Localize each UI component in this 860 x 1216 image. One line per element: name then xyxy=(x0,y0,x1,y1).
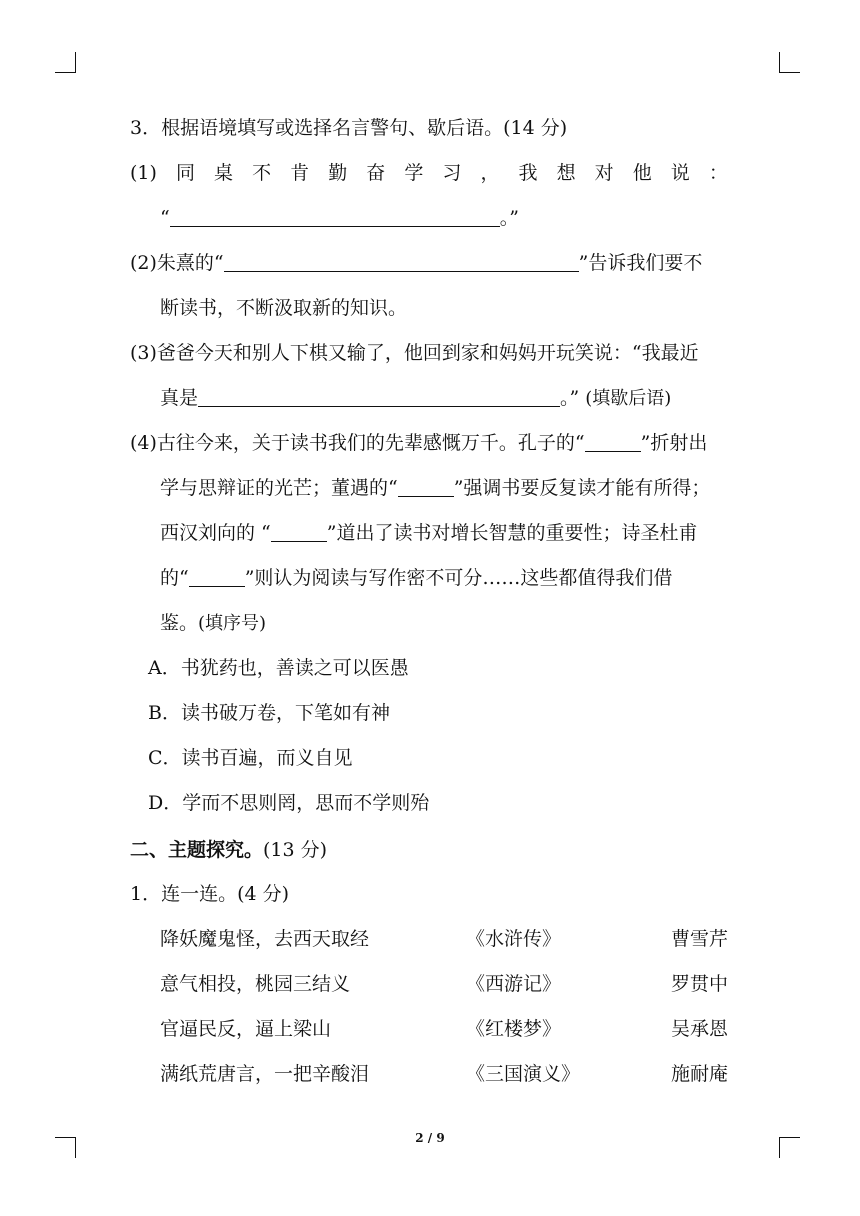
answer-blank-4d[interactable] xyxy=(189,568,245,587)
matching-author[interactable]: 吴承恩 xyxy=(670,1018,728,1040)
section2-q1-title: 1．连一连。(4 分) xyxy=(130,883,290,905)
q3-sub1-char: 说 xyxy=(670,162,690,184)
q3-sub1-line1 xyxy=(130,161,728,185)
section2-heading: 二、主题探究。(13 分) xyxy=(130,839,328,861)
q3-sub4-line2: 学与思辩证的光芒；董遇的“ ”强调书要反复读才能有所得； xyxy=(160,477,711,499)
answer-blank-4b[interactable] xyxy=(398,478,454,497)
answer-blank-3[interactable] xyxy=(198,388,560,407)
q3-sub1-char: ： xyxy=(708,162,728,184)
matching-phrase[interactable]: 官逼民反，逼上梁山 xyxy=(160,1018,332,1040)
q3-sub1-label: (1) xyxy=(130,162,157,184)
matching-author[interactable]: 施耐庵 xyxy=(670,1063,728,1085)
q3-sub1-char: 同 xyxy=(175,162,195,184)
answer-blank-2[interactable] xyxy=(224,253,579,272)
q3-sub1-char: 他 xyxy=(632,162,652,184)
matching-book[interactable]: 《三国演义》 xyxy=(466,1063,581,1085)
crop-mark-top-right xyxy=(779,52,800,73)
q3-sub1-char: 奋 xyxy=(366,162,386,184)
q3-sub1-char: ， xyxy=(480,162,500,184)
q3-sub1-char: 想 xyxy=(556,162,576,184)
q3-sub1-char: 桌 xyxy=(214,162,234,184)
answer-blank-4c[interactable] xyxy=(271,523,327,542)
matching-book[interactable]: 《水浒传》 xyxy=(466,928,562,950)
q3-sub3-line2: 真是 。” (填歇后语) xyxy=(160,387,672,409)
q3-sub4-line5: 鉴。(填序号) xyxy=(160,612,267,634)
matching-book[interactable]: 《红楼梦》 xyxy=(466,1018,562,1040)
q3-sub1-char: 肯 xyxy=(290,162,310,184)
matching-row xyxy=(160,1062,728,1086)
q3-sub1-char: 勤 xyxy=(328,162,348,184)
option-d: D．学而不思则罔，思而不学则殆 xyxy=(148,792,430,814)
q3-sub4-line4: 的“ ”则认为阅读与写作密不可分……这些都值得我们借 xyxy=(160,567,673,589)
q3-sub1-char: 习 xyxy=(442,162,462,184)
q3-sub2-line1: (2)朱熹的“ ”告诉我们要不 xyxy=(130,252,703,274)
q3-sub1-line2: “ 。” xyxy=(160,207,519,229)
matching-phrase[interactable]: 意气相投，桃园三结义 xyxy=(160,973,351,995)
answer-blank-1[interactable] xyxy=(170,208,500,227)
q3-sub1-char: 我 xyxy=(518,162,538,184)
matching-phrase[interactable]: 满纸荒唐言，一把辛酸泪 xyxy=(160,1063,370,1085)
matching-book[interactable]: 《西游记》 xyxy=(466,973,562,995)
q3-title: 3．根据语境填写或选择名言警句、歇后语。(14 分) xyxy=(130,117,568,139)
matching-author[interactable]: 罗贯中 xyxy=(670,973,728,995)
option-a: A．书犹药也，善读之可以医愚 xyxy=(148,657,409,679)
q3-sub4-line3: 西汉刘向的 “ ”道出了读书对增长智慧的重要性；诗圣杜甫 xyxy=(160,522,698,544)
option-b: B．读书破万卷，下笔如有神 xyxy=(148,702,390,724)
q3-sub2-line2: 断读书，不断汲取新的知识。 xyxy=(160,297,408,319)
page-number: 2 / 9 xyxy=(415,1131,445,1145)
matching-row xyxy=(160,972,728,996)
answer-blank-4a[interactable] xyxy=(585,433,641,452)
matching-row xyxy=(160,1017,728,1041)
q3-sub1-char: 不 xyxy=(252,162,272,184)
matching-phrase[interactable]: 降妖魔鬼怪，去西天取经 xyxy=(160,928,370,950)
matching-author[interactable]: 曹雪芹 xyxy=(670,928,728,950)
q3-sub4-line1: (4)古往今来，关于读书我们的先辈感慨万千。孔子的“ ”折射出 xyxy=(130,432,708,454)
crop-mark-top-left xyxy=(55,52,76,73)
q3-sub1-char: 对 xyxy=(594,162,614,184)
option-c: C．读书百遍，而义自见 xyxy=(148,747,353,769)
q3-sub3-line1: (3)爸爸今天和别人下棋又输了，他回到家和妈妈开玩笑说：“我最近 xyxy=(130,342,699,364)
q3-sub1-char: 学 xyxy=(404,162,424,184)
matching-row xyxy=(160,927,728,951)
